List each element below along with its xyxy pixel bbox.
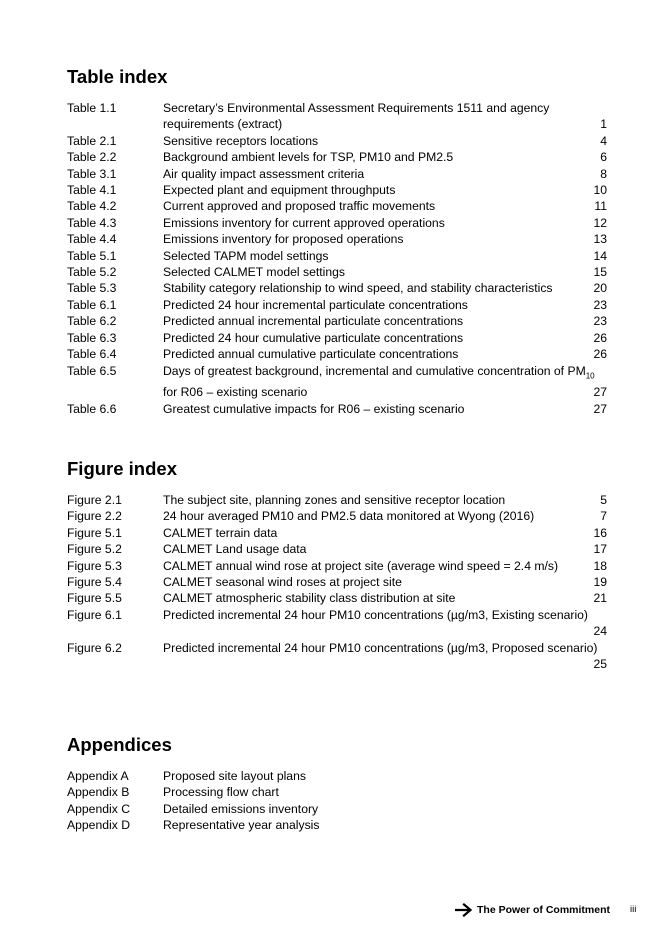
entry-page: 26 [593,330,607,345]
entry-number: Figure 2.1 [67,493,122,507]
entry-title: Air quality impact assessment criteria [163,166,365,181]
entry-page: 11 [594,199,607,214]
figure-index-section [67,458,607,672]
entry-title: Background ambient levels for TSP, PM10 and PM2.5 [163,150,454,165]
entry-number: Figure 5.2 [67,542,122,557]
entry-page: 26 [593,347,607,362]
figure-index-entry[interactable] [67,541,607,557]
page-folio: iii [630,904,637,915]
entry-number: Figure 6.2 [67,640,122,655]
table-index-entry[interactable] [67,401,607,417]
entry-number: Table 6.6 [67,401,117,416]
entry-title: Predicted 24 hour incremental particulate concentrations [163,297,468,312]
entry-title: CALMET Land usage data [163,542,307,557]
table-index-list [67,100,607,417]
entry-number: Table 6.3 [67,330,117,345]
table-index-entry[interactable] [67,215,607,231]
appendix-entry[interactable] [67,817,607,833]
entry-page: 12 [593,215,607,230]
entry-page: 23 [593,297,607,312]
entry-title: Selected CALMET model settings [163,265,345,280]
entry-number: Table 2.2 [67,150,117,165]
entry-title: CALMET terrain data [163,525,278,540]
entry-number: Figure 5.4 [67,575,122,590]
entry-page: 21 [593,591,607,606]
entry-title: Sensitive receptors locations [163,133,319,148]
table-index-entry[interactable] [67,346,607,362]
entry-page: 27 [593,401,607,416]
entry-title: Emissions inventory for proposed operations [163,232,404,247]
figure-index-entry[interactable] [67,525,607,541]
entry-title-line: Days of greatest background, incremental and cumulative concentration of PM [163,363,586,378]
entry-number: Table 4.2 [67,199,117,214]
entry-page: 5 [600,493,607,507]
entry-number: Table 5.1 [67,248,117,263]
table-index-entry[interactable] [67,280,607,296]
figure-index-list [67,492,607,672]
table-index-entry[interactable] [67,166,607,182]
appendix-entry[interactable] [67,784,607,800]
entry-number: Figure 5.3 [67,558,122,573]
entry-number: Appendix A [67,769,129,783]
entry-title: Selected TAPM model settings [163,248,329,263]
entry-page: 25 [593,657,607,672]
entry-page: 18 [593,558,607,573]
appendices-heading: Appendices [67,734,172,755]
figure-index-entry[interactable] [67,492,607,508]
entry-page: 1 [600,117,607,132]
appendix-entry[interactable] [67,801,607,817]
entry-number: Table 4.4 [67,232,117,247]
entry-number: Figure 6.1 [67,607,122,622]
table-index-entry[interactable] [67,231,607,247]
entry-title: Proposed site layout plans [163,769,306,783]
entry-title: Secretary’s Environmental Assessment Requirements 1511 and agency requirements (extract) [163,101,550,132]
entry-number: Table 1.1 [67,101,117,115]
appendices-list [67,768,607,834]
entry-number: Table 6.5 [67,363,117,378]
entry-page: 10 [593,183,607,198]
table-index-entry[interactable] [67,297,607,313]
entry-title: Representative year analysis [163,818,320,833]
entry-title: Predicted 24 hour cumulative particulate concentrations [163,330,464,345]
footer-tagline [455,902,610,918]
table-index-entry[interactable] [67,149,607,165]
entry-page: 24 [593,624,607,639]
figure-index-entry[interactable] [67,508,607,524]
entry-title: Greatest cumulative impacts for R06 – existing scenario [163,401,465,416]
entry-page: 6 [600,150,607,165]
figure-index-entry[interactable] [67,558,607,574]
entry-page: 27 [593,385,607,400]
figure-index-entry[interactable] [67,574,607,590]
entry-title: CALMET atmospheric stability class distribution at site [163,591,456,606]
table-index-entry[interactable] [67,264,607,280]
entry-number: Appendix B [67,785,130,800]
entry-page: 19 [593,575,607,590]
entry-page: 17 [593,542,607,557]
table-index-entry[interactable] [67,248,607,264]
entry-title: Predicted incremental 24 hour PM10 concentrations (µg/m3, Existing scenario) [163,607,588,622]
tagline-text: The Power of Commitment [477,904,611,916]
entry-page: 8 [600,166,607,181]
entry-title: Processing flow chart [163,785,279,800]
table-index-entry[interactable] [67,330,607,346]
entry-title: Detailed emissions inventory [163,801,319,816]
entry-number: Appendix C [67,801,131,816]
figure-index-entry[interactable] [67,590,607,606]
entry-number: Table 4.3 [67,215,117,230]
entry-title: The subject site, planning zones and sensitive receptor location [163,493,506,507]
entry-page: 13 [593,232,607,247]
entry-number: Table 6.1 [67,297,117,312]
appendix-entry[interactable] [67,768,607,784]
entry-page: 7 [600,509,607,524]
entry-title: Current approved and proposed traffic movements [163,199,436,214]
entry-page: 16 [593,525,607,540]
entry-title: CALMET seasonal wind roses at project site [163,575,402,590]
entry-number: Table 6.4 [67,347,117,362]
table-index-section [67,66,607,417]
entry-page: 4 [600,133,607,148]
subscript: 10 [585,370,595,380]
entry-title: Stability category relationship to wind speed, and stability characteristics [163,281,553,296]
table-index-entry[interactable] [67,313,607,329]
entry-title-continued: for R06 – existing scenario [163,385,308,400]
table-index-heading: Table index [67,66,168,87]
appendices-section [67,734,607,834]
entry-number: Table 5.2 [67,265,117,280]
table-index-entry[interactable] [67,100,607,133]
arrow-right-icon [455,903,473,917]
entry-number: Figure 2.2 [67,509,122,524]
figure-index-heading: Figure index [67,458,177,479]
entry-number: Table 4.1 [67,183,117,198]
entry-title: CALMET annual wind rose at project site (average wind speed = 2.4 m/s) [163,558,559,573]
entry-number: Table 3.1 [67,166,117,181]
table-index-entry[interactable] [67,182,607,198]
entry-page: 15 [593,265,607,280]
entry-title: Expected plant and equipment throughputs [163,183,396,198]
entry-title: Predicted incremental 24 hour PM10 concentrations (µg/m3, Proposed scenario) [163,640,598,655]
entry-number: Table 5.3 [67,281,117,296]
entry-title: Predicted annual cumulative particulate concentrations [163,347,459,362]
table-index-entry[interactable] [67,133,607,149]
entry-number: Figure 5.5 [67,591,122,606]
table-index-entry[interactable] [67,198,607,214]
entry-page: 20 [593,281,607,296]
entry-number: Table 2.1 [67,133,117,148]
entry-title: 24 hour averaged PM10 and PM2.5 data monitored at Wyong (2016) [163,509,535,524]
entry-title [163,363,607,385]
entry-number: Table 6.2 [67,314,117,329]
entry-title: Predicted annual incremental particulate concentrations [163,314,464,329]
figure-index-entry[interactable] [67,640,607,673]
entry-number: Appendix D [67,818,131,833]
figure-index-entry[interactable] [67,607,607,640]
entry-page: 23 [593,314,607,329]
entry-number: Figure 5.1 [67,525,122,540]
entry-page: 14 [593,248,607,263]
entry-title: Emissions inventory for current approved operations [163,215,445,230]
table-index-entry[interactable] [67,363,607,401]
